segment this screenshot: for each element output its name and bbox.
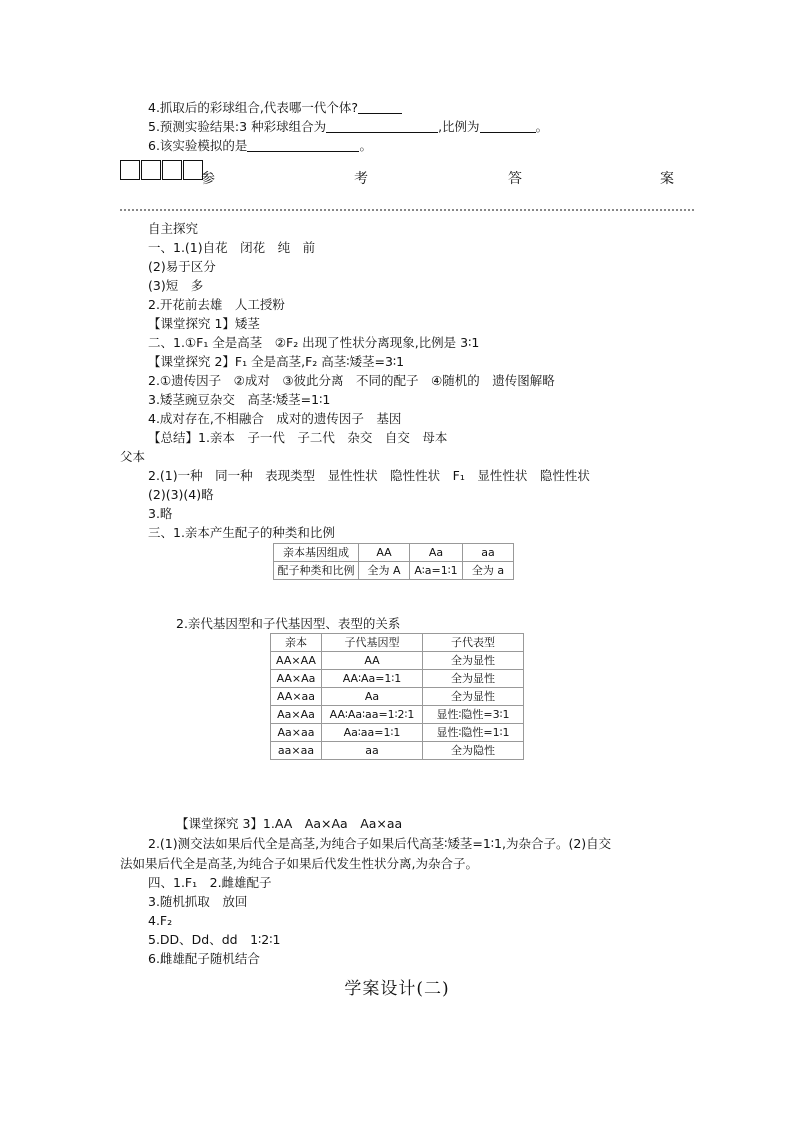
table-cell: 配子种类和比例 — [274, 562, 359, 580]
answer-line: 父本 — [120, 449, 146, 464]
section-title: 自主探究 — [148, 221, 199, 236]
table-cell: 全为显性 — [423, 652, 524, 670]
table-cell: aa×aa — [271, 742, 322, 760]
table-cell: 亲本基因组成 — [274, 544, 359, 562]
answer-line: 【课堂探究 2】F₁ 全是高茎,F₂ 高茎∶矮茎=3∶1 — [148, 354, 405, 369]
answer-line: 【课堂探究 3】1.AA Aa×Aa Aa×aa — [176, 816, 403, 831]
answer-line: 2.(1)一种 同一种 表现类型 显性性状 隐性性状 F₁ 显性性状 隐性性状 — [148, 468, 590, 483]
table-cell: 全为 a — [463, 562, 514, 580]
answer-line: 2.开花前去雄 人工授粉 — [148, 297, 285, 312]
table-cell: 全为显性 — [423, 688, 524, 706]
answer-line: 2.亲代基因型和子代基因型、表型的关系 — [176, 616, 401, 631]
answer-blank[interactable] — [358, 101, 402, 114]
table-row — [271, 724, 524, 742]
table-cell: aa — [322, 742, 423, 760]
answer-line: 2.①遗传因子 ②成对 ③彼此分离 不同的配子 ④随机的 遗传图解略 — [148, 373, 555, 388]
table-cell: 子代表型 — [423, 634, 524, 652]
table-cell: A∶a=1∶1 — [410, 562, 463, 580]
score-box — [120, 160, 140, 180]
table-cell: AA×aa — [271, 688, 322, 706]
answer-line: 二、1.①F₁ 全是高茎 ②F₂ 出现了性状分离现象,比例是 3∶1 — [148, 335, 480, 350]
answer-blank[interactable] — [480, 120, 536, 133]
table-cell: AA×Aa — [271, 670, 322, 688]
table-cell: 全为显性 — [423, 670, 524, 688]
question-5: 5.预测实验结果:3 种彩球组合为 ,比例为 。 — [148, 119, 549, 134]
table-cell: 亲本 — [271, 634, 322, 652]
table-row — [271, 652, 524, 670]
table-cell: 显性∶隐性=1∶1 — [423, 724, 524, 742]
answer-line: 3.略 — [148, 506, 173, 521]
answer-line: 4.F₂ — [148, 913, 173, 928]
score-boxes — [120, 160, 204, 180]
table-cell: 子代基因型 — [322, 634, 423, 652]
answer-line: 【总结】1.亲本 子一代 子二代 杂交 自交 母本 — [148, 430, 448, 445]
table-cell: AA∶Aa=1∶1 — [322, 670, 423, 688]
answer-line: (2)(3)(4)略 — [148, 487, 214, 502]
answer-line: (3)短 多 — [148, 278, 204, 293]
table-cell: Aa×Aa — [271, 706, 322, 724]
table-row — [271, 742, 524, 760]
table-row — [274, 562, 514, 580]
table-cell: 显性∶隐性=3∶1 — [423, 706, 524, 724]
table-cell: aa — [463, 544, 514, 562]
table-cell: Aa∶aa=1∶1 — [322, 724, 423, 742]
genotype-table — [270, 633, 524, 760]
score-box — [183, 160, 203, 180]
answer-blank[interactable] — [326, 120, 438, 133]
score-box — [162, 160, 182, 180]
answer-line: 一、1.(1)自花 闭花 纯 前 — [148, 240, 316, 255]
table-cell: AA — [359, 544, 410, 562]
answer-line: 3.随机抓取 放回 — [148, 894, 248, 909]
answer-header-char: 考 — [354, 171, 368, 187]
table-cell: 全为隐性 — [423, 742, 524, 760]
answer-line: 三、1.亲本产生配子的种类和比例 — [148, 525, 335, 540]
table-cell: Aa — [322, 688, 423, 706]
table-row — [274, 544, 514, 562]
answer-line: 四、1.F₁ 2.雌雄配子 — [148, 875, 272, 890]
table-row — [271, 706, 524, 724]
answer-line: 法如果后代全是高茎,为纯合子如果后代发生性状分离,为杂合子。 — [120, 856, 478, 871]
answer-header-char: 参 — [201, 171, 215, 187]
answer-blank[interactable] — [247, 139, 359, 152]
answer-line: 6.雌雄配子随机结合 — [148, 951, 260, 966]
question-4: 4.抓取后的彩球组合,代表哪一代个体? — [148, 100, 402, 116]
table-cell: AA∶Aa∶aa=1∶2∶1 — [322, 706, 423, 724]
score-box — [141, 160, 161, 180]
answer-header-char: 答 — [508, 171, 522, 187]
dotted-divider — [120, 209, 694, 211]
section-heading: 学案设计(二) — [344, 979, 450, 999]
answer-line: 4.成对存在,不相融合 成对的遗传因子 基因 — [148, 411, 402, 426]
gamete-table — [273, 543, 514, 580]
table-cell: Aa — [410, 544, 463, 562]
table-cell: 全为 A — [359, 562, 410, 580]
table-row — [271, 670, 524, 688]
answer-line: 5.DD、Dd、dd 1∶2∶1 — [148, 932, 281, 947]
table-cell: AA — [322, 652, 423, 670]
question-6: 6.该实验模拟的是 。 — [148, 138, 372, 153]
table-row — [271, 634, 524, 652]
answer-line: 3.矮茎豌豆杂交 高茎∶矮茎=1∶1 — [148, 392, 331, 407]
table-cell: AA×AA — [271, 652, 322, 670]
answer-header-char: 案 — [660, 171, 674, 187]
answer-line: 2.(1)测交法如果后代全是高茎,为纯合子如果后代高茎∶矮茎=1∶1,为杂合子。(2)自交 — [148, 836, 612, 851]
answer-line: 【课堂探究 1】矮茎 — [148, 316, 260, 331]
table-row — [271, 688, 524, 706]
answer-line: (2)易于区分 — [148, 259, 216, 274]
table-cell: Aa×aa — [271, 724, 322, 742]
